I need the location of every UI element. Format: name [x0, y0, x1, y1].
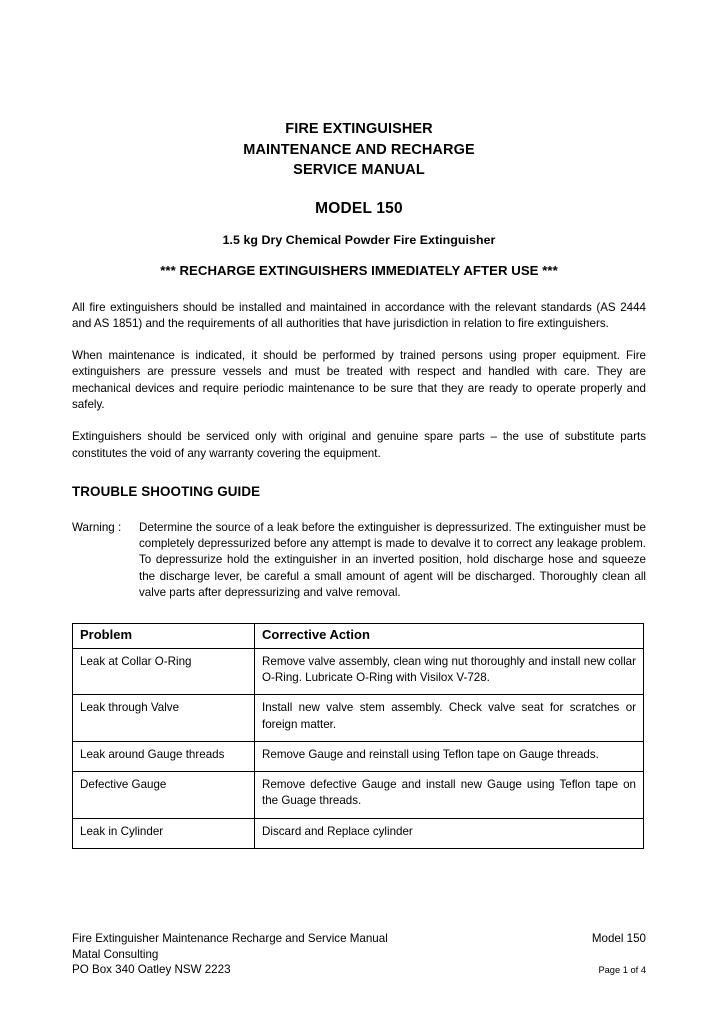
footer-line-1 [72, 931, 646, 947]
table-cell-problem: Leak in Cylinder [73, 818, 255, 848]
model-heading: MODEL 150 [315, 199, 403, 217]
page-title-line-2: MAINTENANCE AND RECHARGE [243, 141, 475, 158]
page-title-line-3: SERVICE MANUAL [293, 162, 425, 178]
intro-paragraph-1: All fire extinguishers should be installed and maintained in accordance with the relevant standards (AS 2444 and AS 1851) and the requirements of all authorities that have jurisdiction in relation to fire extinguishers. [72, 300, 646, 330]
table-cell-problem: Leak through Valve [73, 695, 255, 742]
document-title-block [72, 119, 646, 181]
warning-label: Warning : [72, 520, 122, 534]
page-title-line-1: FIRE EXTINGUISHER [285, 121, 433, 137]
warning-block [72, 520, 646, 601]
table-cell-problem: Leak around Gauge threads [73, 741, 255, 771]
table-cell-action: Remove Gauge and reinstall using Teflon tape on Gauge threads. [255, 741, 644, 771]
document-content [72, 0, 646, 849]
intro-paragraph-3: Extinguishers should be serviced only with original and genuine spare parts – the use of substitute parts constitutes the void of any warranty covering the equipment. [72, 430, 646, 460]
table-cell-action: Remove defective Gauge and install new Gauge using Teflon tape on the Guage threads. [255, 772, 644, 819]
section-heading-trouble-shooting-guide: TROUBLE SHOOTING GUIDE [72, 483, 261, 499]
table-row [73, 648, 644, 695]
table-cell-action: Install new valve stem assembly. Check valve seat for scratches or foreign matter. [255, 695, 644, 742]
footer-model: Model 150 [591, 932, 646, 945]
table-row [73, 695, 644, 742]
table-header-corrective-action: Corrective Action [255, 624, 644, 648]
table-row [73, 772, 644, 819]
table-cell-problem: Leak at Collar O-Ring [73, 648, 255, 695]
table-row [73, 818, 644, 848]
footer-company: Matal Consulting [72, 947, 159, 961]
recharge-notice: *** RECHARGE EXTINGUISHERS IMMEDIATELY AFTER USE *** [160, 262, 558, 278]
table-header-row [73, 624, 644, 648]
footer-manual-title: Fire Extinguisher Maintenance Recharge and Service Manual [72, 932, 388, 945]
page-footer [72, 931, 646, 979]
footer-line-3 [72, 962, 646, 979]
footer-page-number: Page 1 of 4 [598, 965, 646, 976]
document-subtitle: 1.5 kg Dry Chemical Powder Fire Extinguisher [222, 232, 496, 247]
warning-text: Determine the source of a leak before the extinguisher is depressurized. The extinguisher must be completely depressurized before any attempt is made to devalve it to correct any leakage problem. To depressurize hold the extinguisher in an inverted position, hold discharge hose and squeeze the discharge lever, be careful a small amount of agent will be discharged. Thoroughly clean all valve parts after depressurizing and valve removal. [139, 520, 646, 600]
table-cell-action: Remove valve assembly, clean wing nut thoroughly and install new collar O-Ring. Lubricate O-Ring with Visilox V-728. [255, 648, 644, 695]
footer-address: PO Box 340 Oatley NSW 2223 [72, 963, 231, 977]
table-cell-problem: Defective Gauge [73, 772, 255, 819]
table-cell-action: Discard and Replace cylinder [255, 818, 644, 848]
table-row [73, 741, 644, 771]
trouble-shooting-table [72, 623, 644, 849]
intro-paragraph-2: When maintenance is indicated, it should be performed by trained persons using proper equipment. Fire extinguishers are pressure vessels and must be treated with respect and handled with care. They are mechanical devices and require periodic maintenance to be sure that they are ready to operate properly and safely. [72, 349, 646, 411]
table-header-problem: Problem [73, 624, 255, 648]
footer-line-2 [72, 947, 646, 963]
